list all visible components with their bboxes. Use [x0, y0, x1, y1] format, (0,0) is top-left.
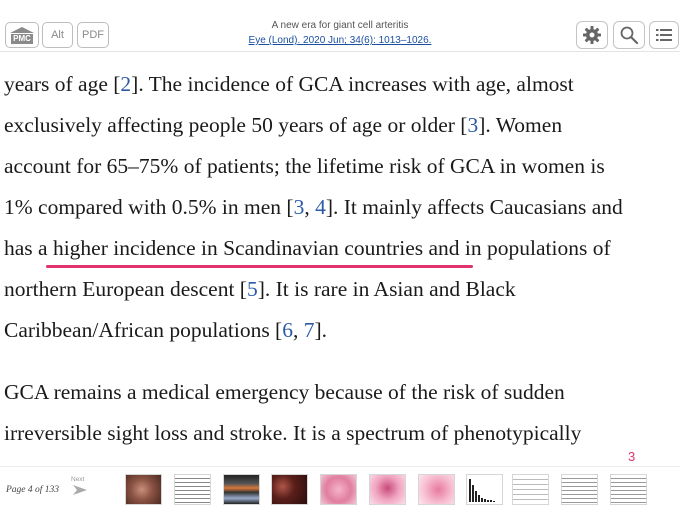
- search-button[interactable]: [613, 21, 645, 49]
- thumbnail-histology-pink[interactable]: [320, 474, 357, 505]
- alt-button[interactable]: Alt: [42, 22, 73, 48]
- paragraph-line: 1% compared with 0.5% in men [3, 4]. It mainly affects Caucasians and: [4, 195, 623, 219]
- thumbnail-histology-pink-2[interactable]: [369, 474, 406, 505]
- reference-link[interactable]: 2: [120, 72, 132, 96]
- thumbnail-table-page-3[interactable]: [610, 474, 647, 505]
- menu-button[interactable]: [649, 21, 679, 49]
- settings-gear-icon: [582, 25, 602, 45]
- thumbnail-imaging-scan[interactable]: [223, 474, 260, 505]
- top-toolbar: [0, 0, 680, 52]
- page-count-badge: 3: [628, 449, 636, 464]
- reference-link[interactable]: 6: [282, 318, 293, 342]
- paragraph-line: Caribbean/African populations [6, 7].: [4, 318, 328, 342]
- thumbnail-text-page[interactable]: [512, 474, 549, 505]
- next-label: Next: [71, 476, 85, 483]
- article-body: [4, 64, 680, 454]
- paragraph-line-highlighted: has a higher incidence in Scandinavian countries and in populations of: [4, 236, 611, 260]
- paragraph-line: northern European descent [5]. It is rare in Asian and Black: [4, 277, 516, 301]
- paragraph-line: irreversible sight loss and stroke. It is a spectrum of phenotypically: [4, 421, 582, 445]
- pmc-home-button[interactable]: [5, 22, 39, 48]
- citation-link[interactable]: Eye (Lond). 2020 Jun; 34(6): 1013–1026.: [248, 35, 432, 46]
- menu-list-icon: [655, 27, 673, 43]
- thumbnail-table-page-2[interactable]: [561, 474, 598, 505]
- thumbnail-bar-chart[interactable]: [466, 474, 503, 505]
- page-indicator: Page 4 of 133: [6, 485, 60, 495]
- pmc-logo-icon: PMC: [10, 27, 34, 44]
- paragraph-line: GCA remains a medical emergency because of the risk of sudden: [4, 380, 565, 404]
- pdf-button[interactable]: PDF: [77, 22, 109, 48]
- thumbnail-histology-pink-3[interactable]: [418, 474, 455, 505]
- reference-link[interactable]: 4: [315, 195, 326, 219]
- next-arrow-icon[interactable]: [72, 484, 88, 496]
- thumbnail-table-page[interactable]: [174, 474, 211, 505]
- paragraph-line: account for 65–75% of patients; the lifetime risk of GCA in women is: [4, 154, 605, 178]
- thumbnail-histology-dark[interactable]: [271, 474, 308, 505]
- document-title: A new era for giant cell arteritis: [271, 20, 409, 31]
- reference-link[interactable]: 7: [303, 318, 315, 342]
- highlight-underline: [46, 265, 473, 268]
- paragraph-line: exclusively affecting people 50 years of age or older [3]. Women: [4, 113, 563, 137]
- reference-link[interactable]: 5: [246, 277, 258, 301]
- reference-link[interactable]: 3: [467, 113, 479, 137]
- settings-button[interactable]: [576, 21, 608, 49]
- bar-chart-thumbnail-icon: [467, 475, 503, 505]
- reference-link[interactable]: 3: [293, 195, 305, 219]
- paragraph-line: years of age [2]. The incidence of GCA increases with age, almost: [4, 72, 574, 96]
- search-icon: [619, 25, 639, 45]
- thumbnail-clinical-photo[interactable]: [125, 474, 162, 505]
